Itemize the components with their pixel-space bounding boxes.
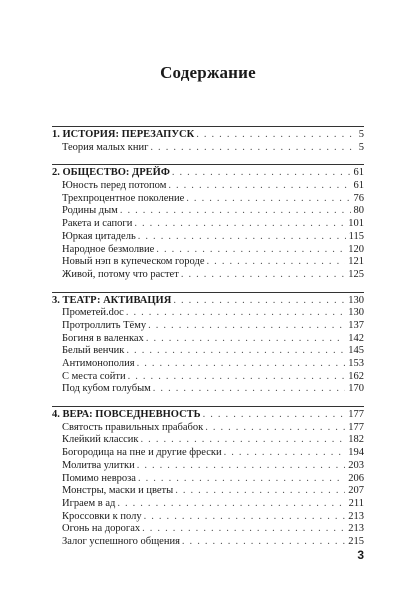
page-reference: 101 xyxy=(348,218,364,230)
toc-entry xyxy=(52,371,364,384)
page-reference: 215 xyxy=(348,535,364,547)
page-reference: 5 xyxy=(358,141,364,153)
section-divider xyxy=(52,164,364,165)
toc-entry xyxy=(52,193,364,206)
page-reference: 194 xyxy=(348,447,364,459)
dot-leader xyxy=(156,244,345,257)
dot-leader xyxy=(128,371,346,384)
page-reference: 162 xyxy=(348,370,364,382)
toc-entry xyxy=(52,142,364,155)
dot-leader xyxy=(153,383,345,396)
page-reference: 182 xyxy=(348,434,364,446)
toc-entry xyxy=(52,269,364,282)
toc-section-heading xyxy=(52,295,364,308)
page-reference: 120 xyxy=(348,243,364,255)
entry-title: Новый нэп в купеческом городе xyxy=(62,256,205,268)
page-reference: 137 xyxy=(348,319,364,331)
dot-leader xyxy=(126,345,345,358)
page-reference: 213 xyxy=(348,523,364,535)
section-divider xyxy=(52,126,364,127)
dot-leader xyxy=(196,129,356,142)
entry-title: Родины дым xyxy=(62,205,118,217)
toc-entry xyxy=(52,447,364,460)
entry-title: Прометей.doc xyxy=(62,307,124,319)
toc-entry xyxy=(52,205,364,218)
entry-title: С места сойти xyxy=(62,370,126,382)
dot-leader xyxy=(126,307,345,320)
page-reference: 80 xyxy=(353,205,364,217)
page-reference: 206 xyxy=(348,472,364,484)
page-reference: 153 xyxy=(348,358,364,369)
section-title: 4. ВЕРА: ПОВСЕДНЕВНОСТЬ xyxy=(52,409,201,421)
entry-title: Белый венчик xyxy=(62,345,125,357)
dot-leader xyxy=(168,180,350,193)
dot-leader xyxy=(203,409,346,422)
dot-leader xyxy=(181,269,345,282)
page-reference: 76 xyxy=(353,192,364,204)
entry-title: Монстры, маски и цветы xyxy=(62,485,174,497)
toc-entry xyxy=(52,434,364,447)
page-number: 3 xyxy=(357,548,364,562)
entry-title: Трехпроцентное поколение xyxy=(62,192,185,204)
page-reference: 121 xyxy=(348,256,364,268)
toc-entry xyxy=(52,473,364,486)
toc-entry xyxy=(52,460,364,473)
toc-entry xyxy=(52,231,364,244)
dot-leader xyxy=(224,447,346,460)
dot-leader xyxy=(205,422,345,435)
toc-section-heading xyxy=(52,129,364,142)
page-reference: 170 xyxy=(348,383,364,395)
page-reference: 145 xyxy=(348,345,364,357)
entry-title: Теория малых книг xyxy=(62,141,149,153)
toc-entry xyxy=(52,307,364,320)
page-reference: 125 xyxy=(348,268,364,280)
dot-leader xyxy=(138,473,345,486)
page-reference: 130 xyxy=(348,307,364,319)
dot-leader xyxy=(146,333,345,346)
entry-title: Святость правильных прабабок xyxy=(62,421,204,433)
entry-title: Ракета и сапоги xyxy=(62,218,133,230)
entry-title: Кроссовки к полу xyxy=(62,510,142,522)
entry-title: Богиня в валенках xyxy=(62,332,144,344)
toc-entry xyxy=(52,358,364,371)
toc-entry xyxy=(52,383,364,396)
dot-leader xyxy=(137,358,346,371)
page-reference: 213 xyxy=(348,510,364,522)
toc-section xyxy=(52,292,364,397)
entry-title: Протроллить Тёму xyxy=(62,319,147,331)
toc-section xyxy=(52,406,364,549)
toc-entry xyxy=(52,422,364,435)
toc-entry xyxy=(52,320,364,333)
toc-section-heading xyxy=(52,167,364,180)
entry-title: Помимо невроза xyxy=(62,472,136,484)
section-title: 2. ОБЩЕСТВО: ДРЕЙФ xyxy=(52,167,170,179)
dot-leader xyxy=(117,498,345,511)
entry-title: Живой, потому что растет xyxy=(62,268,179,280)
entry-title: Антимонополия xyxy=(62,358,135,369)
dot-leader xyxy=(144,511,346,524)
dot-leader xyxy=(134,218,345,231)
toc-entry xyxy=(52,511,364,524)
table-of-contents xyxy=(52,126,364,549)
entry-title: Под кубом голубым xyxy=(62,383,151,395)
entry-title: Залог успешного общения xyxy=(62,535,180,547)
page-reference: 177 xyxy=(348,409,364,421)
dot-leader xyxy=(137,460,346,473)
toc-entry xyxy=(52,523,364,536)
dot-leader xyxy=(173,295,345,308)
toc-entry xyxy=(52,333,364,346)
entry-title: Огонь на дорогах xyxy=(62,523,141,535)
toc-entry xyxy=(52,256,364,269)
section-divider xyxy=(52,406,364,407)
entry-title: Народное безмолвие xyxy=(62,243,155,255)
page-reference: 211 xyxy=(348,497,364,509)
dot-leader xyxy=(182,536,345,549)
page-title: Содержание xyxy=(160,63,256,82)
toc-entry xyxy=(52,536,364,549)
page-reference: 207 xyxy=(348,485,364,497)
entry-title: Богородица на пне и другие фрески xyxy=(62,447,222,459)
entry-title: Играем в ад xyxy=(62,497,116,509)
dot-leader xyxy=(138,231,346,244)
toc-entry xyxy=(52,180,364,193)
section-title: 3. ТЕАТР: АКТИВАЦИЯ xyxy=(52,294,172,306)
dot-leader xyxy=(207,256,346,269)
dot-leader xyxy=(120,205,351,218)
page-reference: 130 xyxy=(348,294,364,306)
dot-leader xyxy=(142,523,345,536)
page-reference: 5 xyxy=(358,129,364,140)
toc-entry xyxy=(52,345,364,358)
toc-section xyxy=(52,126,364,154)
entry-title: Юность перед потопом xyxy=(62,180,167,192)
toc-entry xyxy=(52,485,364,498)
entry-title: Юркая цитадель xyxy=(62,230,136,242)
toc-entry xyxy=(52,218,364,231)
entry-title: Клейкий классик xyxy=(62,434,139,446)
toc-entry xyxy=(52,244,364,257)
section-title: 1. ИСТОРИЯ: ПЕРЕЗАПУСК xyxy=(52,129,195,140)
toc-entry xyxy=(52,498,364,511)
entry-title: Молитва улитки xyxy=(62,459,135,471)
page-reference: 142 xyxy=(348,332,364,344)
page-reference: 115 xyxy=(348,230,364,242)
dot-leader xyxy=(141,434,346,447)
toc-section-heading xyxy=(52,409,364,422)
section-divider xyxy=(52,292,364,293)
dot-leader xyxy=(172,167,351,180)
page-reference: 203 xyxy=(348,459,364,471)
dot-leader xyxy=(175,485,345,498)
dot-leader xyxy=(186,193,350,206)
page-reference: 61 xyxy=(353,167,364,179)
page-reference: 61 xyxy=(353,180,364,192)
dot-leader xyxy=(148,320,345,333)
dot-leader xyxy=(150,142,355,155)
page-reference: 177 xyxy=(348,421,364,433)
toc-section xyxy=(52,164,364,281)
